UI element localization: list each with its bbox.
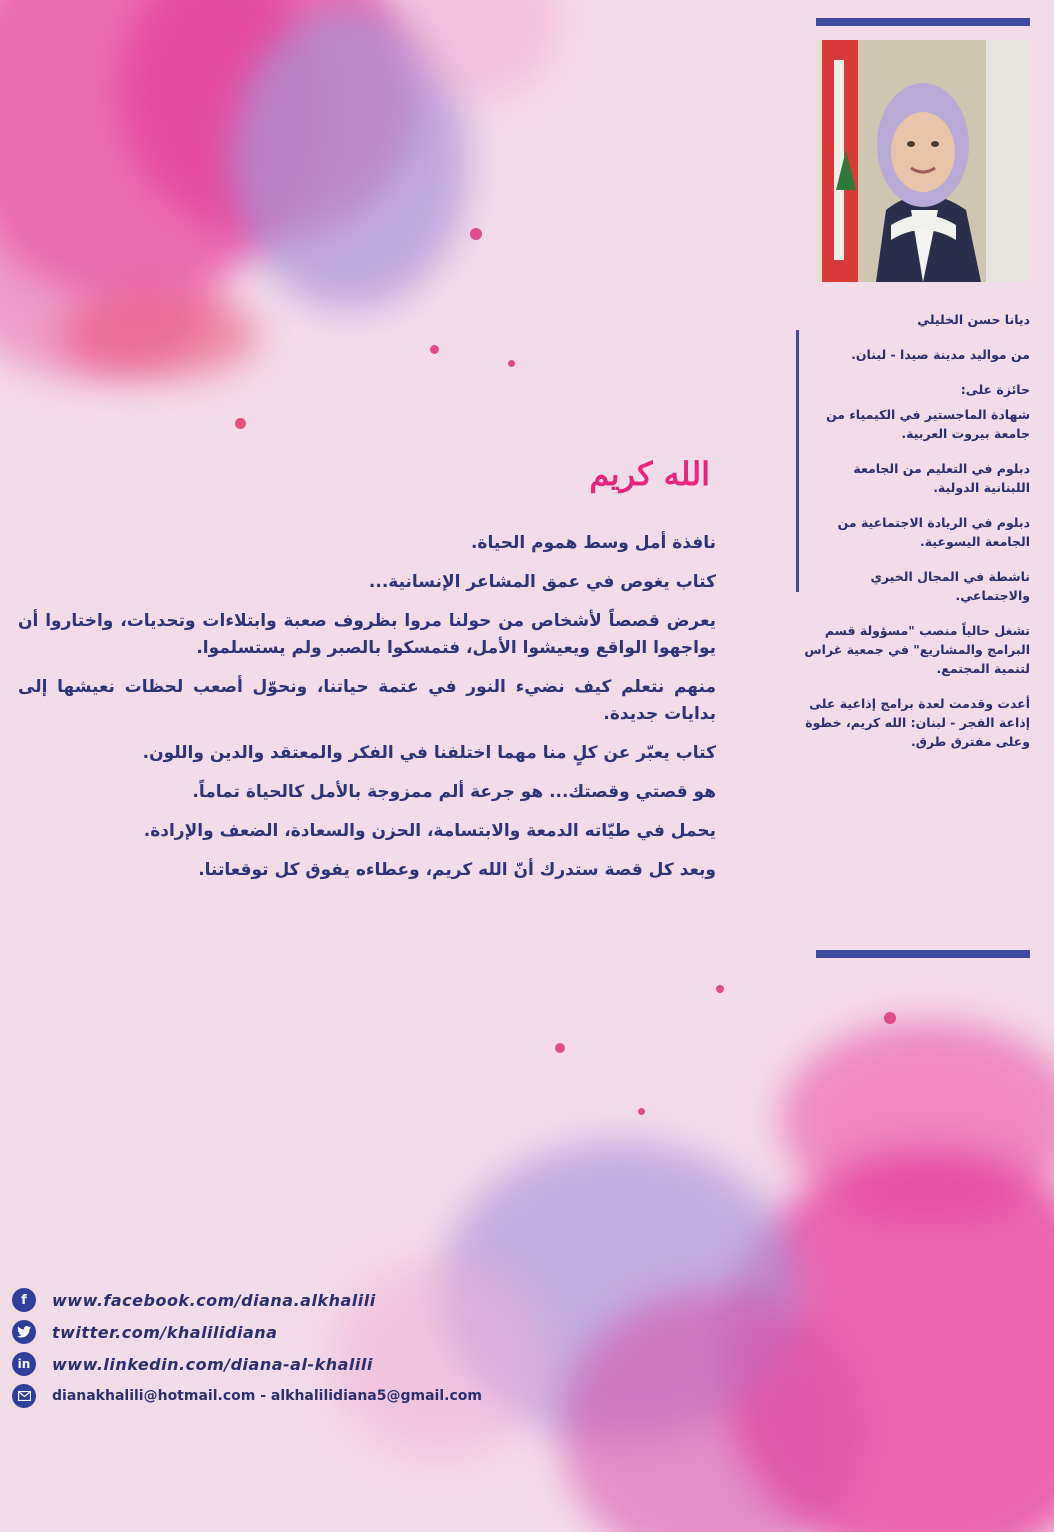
bottom-accent-bar (816, 950, 1030, 958)
description-paragraph: منهم نتعلم كيف نضيء النور في عتمة حياتنا، ونحوّل أصعب لحظات نعيشها إلى بدايات جديدة. (18, 677, 716, 724)
bio-item: دبلوم في التعليم من الجامعة اللبنانية الدولية. (853, 461, 1030, 495)
twitter-icon (12, 1320, 36, 1344)
contact-facebook[interactable] (12, 1284, 572, 1316)
email-icon (12, 1384, 36, 1408)
description-paragraph: نافذة أمل وسط هموم الحياة. (470, 533, 716, 553)
description-paragraph: يحمل في طيّاته الدمعة والابتسامة، الحزن والسعادة، الضعف والإرادة. (143, 821, 716, 841)
email-addresses[interactable]: dianakhalili@hotmail.com - alkhalilidiana5@gmail.com (52, 1388, 482, 1404)
bio-item: تشغل حالياً منصب "مسؤولة قسم البرامج والمشاريع" في جمعية غراس لتنمية المجتمع. (804, 623, 1030, 676)
author-bio (804, 310, 1030, 767)
top-accent-bar (816, 18, 1030, 26)
description-paragraph: هو قصتي وقصتك... هو جرعة ألم ممزوجة بالأمل كالحياة تماماً. (192, 782, 716, 802)
bio-item: أعدت وقدمت لعدة برامج إذاعية على إذاعة الفجر - لبنان: الله كريم، خطوة وعلى مفترق طرق. (805, 696, 1030, 749)
bio-item: من مواليد مدينة صيدا - لبنان. (851, 347, 1030, 362)
bio-side-line (796, 330, 799, 592)
description-paragraph: وبعد كل قصة ستدرك أنّ الله كريم، وعطاءه يفوق كل توقعاتنا. (198, 860, 716, 880)
bio-item: حائزة على: (960, 382, 1030, 397)
contact-linkedin[interactable] (12, 1348, 572, 1380)
linkedin-icon: in (12, 1352, 36, 1376)
facebook-link[interactable]: www.facebook.com/diana.alkhalili (52, 1290, 376, 1310)
linkedin-link[interactable]: www.linkedin.com/diana-al-khalili (52, 1354, 373, 1374)
bio-item: شهادة الماجستير في الكيمياء من جامعة بيروت العربية. (826, 407, 1030, 441)
contact-email[interactable] (12, 1380, 572, 1412)
facebook-icon: f (12, 1288, 36, 1312)
book-title: الله كريم (589, 455, 710, 493)
description-paragraph: كتاب يعبّر عن كلٍ منا مهما اختلفنا في الفكر والمعتقد والدين واللون. (142, 743, 716, 763)
description-paragraph: يعرض قصصاً لأشخاص من حولنا مروا بظروف صعبة وابتلاءات وتحديات، واختاروا أن يواجهوا الواقع ويعيشوا الأمل، فتمسكوا بالصبر ولم يستسلموا. (18, 611, 716, 658)
book-description (18, 530, 716, 896)
description-paragraph: كتاب يغوص في عمق المشاعر الإنسانية... (368, 572, 716, 592)
author-photo (816, 40, 1030, 282)
author-name: ديانا حسن الخليلي (917, 312, 1030, 327)
contact-list (12, 1284, 572, 1412)
contact-twitter[interactable] (12, 1316, 572, 1348)
bio-item: دبلوم في الريادة الاجتماعية من الجامعة اليسوعية. (837, 515, 1030, 549)
bio-item: ناشطة في المجال الخيري والاجتماعي. (870, 569, 1030, 603)
twitter-link[interactable]: twitter.com/khalilidiana (52, 1322, 278, 1342)
author-portrait-image (816, 40, 1030, 282)
